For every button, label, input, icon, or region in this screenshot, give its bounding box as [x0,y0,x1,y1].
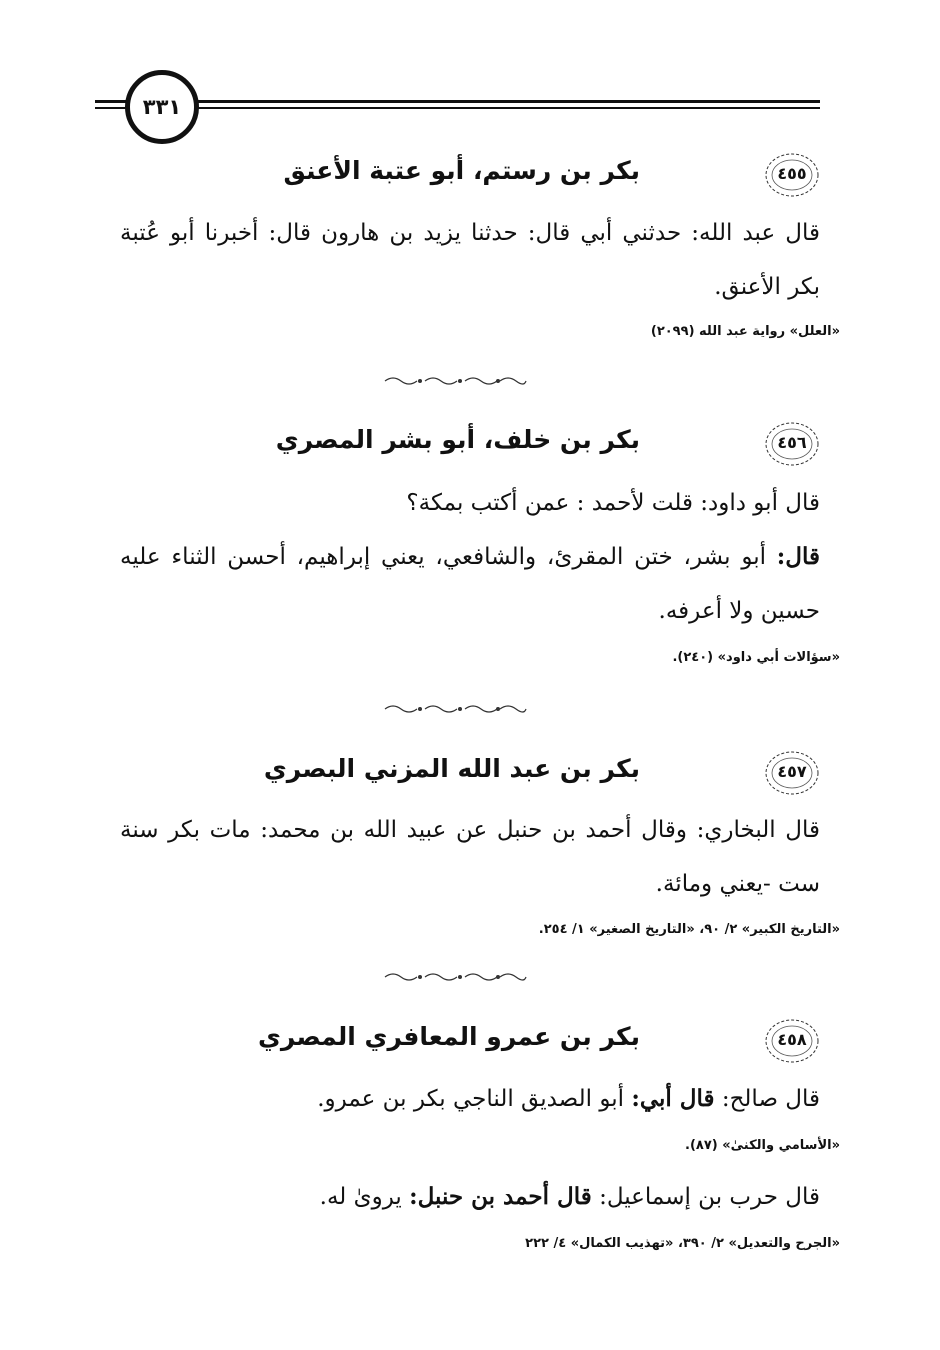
entry-source: «الجرح والتعديل» ٢/ ٣٩٠، «تهذيب الكمال» ٤/ ٢٢٢ [525,1236,840,1251]
entry-paragraph: قال: أبو بشر، ختن المقرئ، والشافعي، يعني إبراهيم، أحسن الثناء عليه حسين ولا أعرفه. [120,543,820,624]
header-rule [95,100,820,103]
entry-source: «العلل» رواية عبد الله (٢٠٩٩) [650,324,840,339]
ornament-divider-icon [380,374,530,388]
ornament-divider-icon [380,702,530,716]
entry-source: «الأسامي والكنىٰ» (٨٧). [685,1138,840,1153]
entry-paragraph: قال أبو داود: قلت لأحمد : عمن أكتب بمكة؟ [406,490,820,516]
page-number: ٣٣١ [125,70,199,144]
entry-title: بكر بن عبد الله المزني البصري [263,754,640,783]
entry-title: بكر بن عمرو المعافري المصري [258,1022,640,1051]
entry-paragraph: قال البخاري: وقال أحمد بن حنبل عن عبيد الله بن محمد: مات بكر سنة ست -يعني ومائة. [120,817,820,897]
page-header [95,62,820,142]
entry-number-badge: ٤٥٨ [764,1018,820,1064]
entry-number-badge: ٤٥٥ [764,152,820,198]
entry-source: «التاريخ الكبير» ٢/ ٩٠، «التاريخ الصغير» ١/ ٢٥٤. [538,922,840,937]
entry-paragraph: قال صالح: قال أبي: أبو الصديق الناجي بكر بن عمرو. [317,1085,820,1112]
entry-source: «سؤالات أبي داود» (٢٤٠). [672,650,840,665]
entry-title: بكر بن رستم، أبو عتبة الأعنق [283,156,640,185]
header-rule [95,107,820,109]
entry-number-badge: ٤٥٦ [764,421,820,467]
entry-title: بكر بن خلف، أبو بشر المصري [275,425,640,454]
entry-paragraph: قال عبد الله: حدثني أبي قال: حدثنا يزيد بن هارون قال: أخبرنا أبو عُتبة بكر الأعنق. [120,220,820,300]
entry-paragraph: قال حرب بن إسماعيل: قال أحمد بن حنبل: يروىٰ له. [319,1183,820,1210]
ornament-divider-icon [380,970,530,984]
entry-number-badge: ٤٥٧ [764,750,820,796]
